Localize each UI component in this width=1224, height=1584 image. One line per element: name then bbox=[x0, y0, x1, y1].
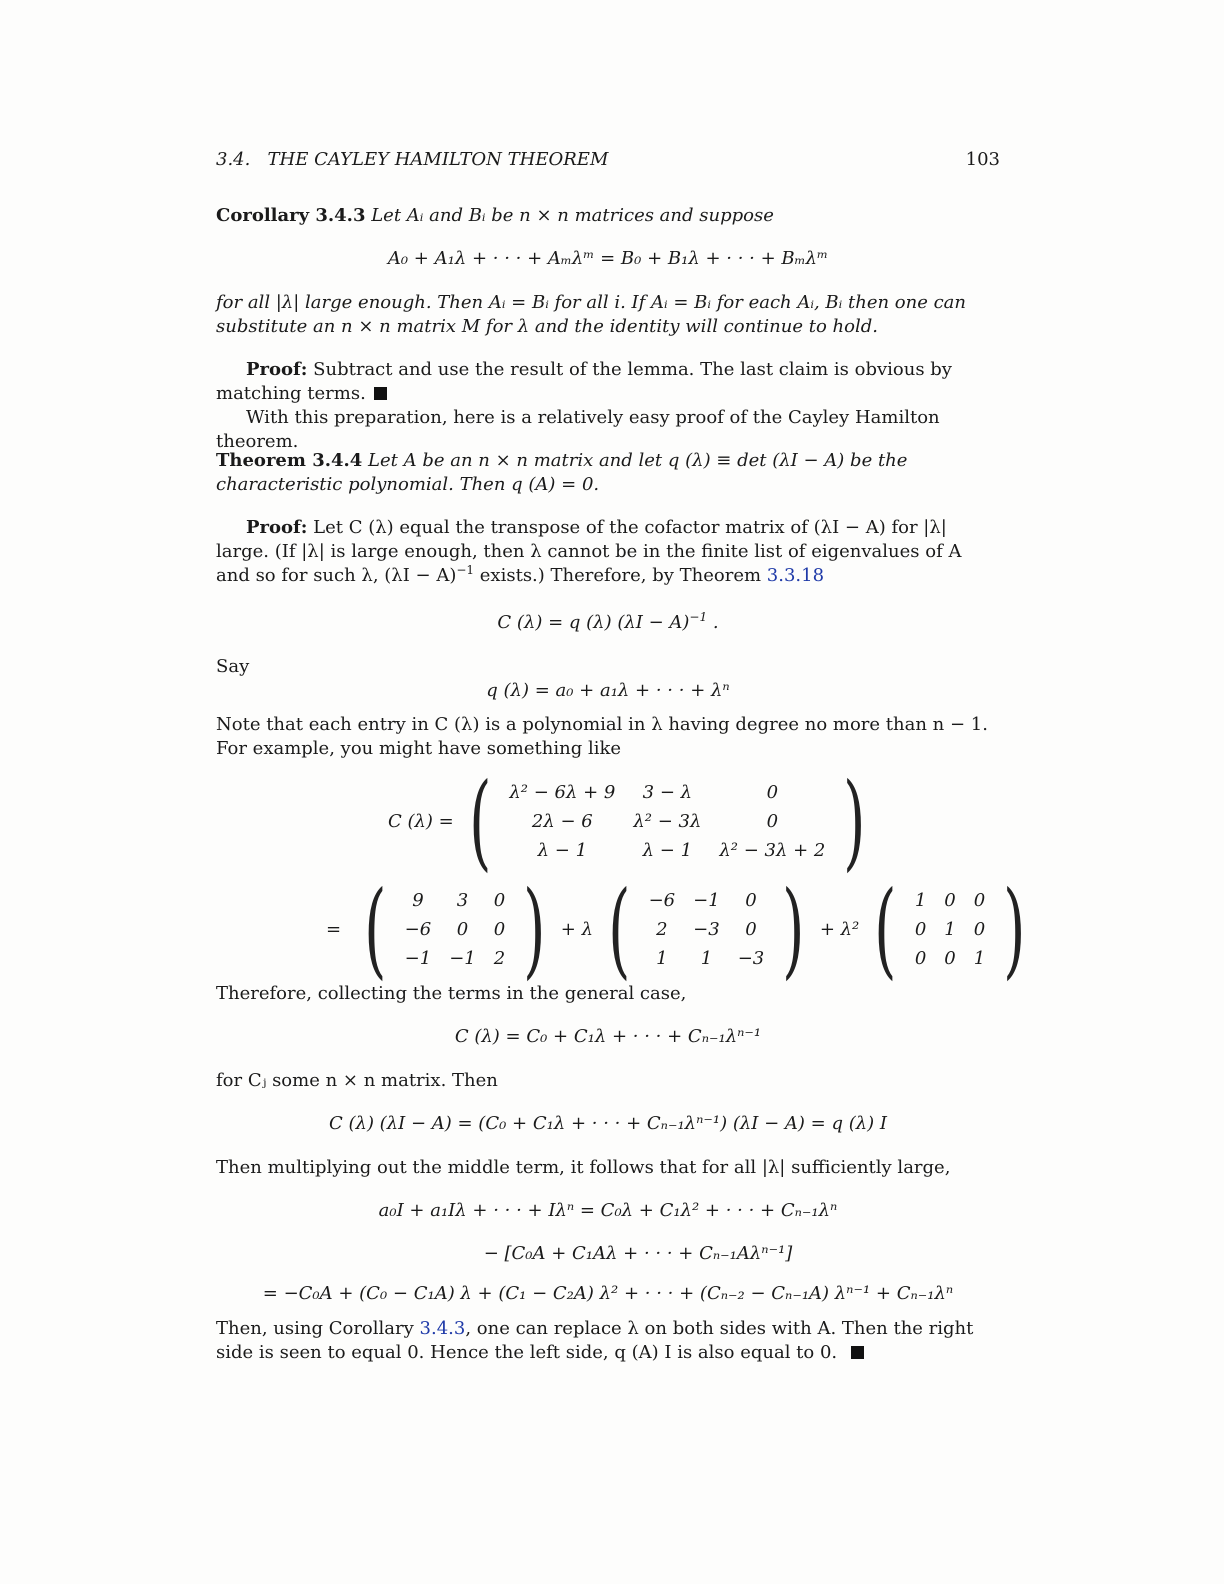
matrix-cell: 0 bbox=[914, 947, 927, 969]
corollary-label: Corollary 3.4.3 bbox=[216, 205, 366, 226]
matrix-cell: 0 bbox=[493, 889, 506, 911]
matrix-cell: 0 bbox=[914, 918, 927, 940]
equation-q-lambda: q (λ) = a₀ + a₁λ + · · · + λⁿ bbox=[486, 680, 730, 701]
page-number: 103 bbox=[965, 149, 1000, 170]
matrix-cell: −1 bbox=[404, 947, 432, 969]
matrix-cell: 0 bbox=[745, 918, 757, 940]
theorem-ref-link[interactable]: 3.3.18 bbox=[766, 565, 825, 586]
preparation-text: With this preparation, here is a relatively easy proof of the Cayley Hamilton theorem. bbox=[216, 407, 940, 452]
proof-two bbox=[216, 516, 1000, 588]
right-paren: ) bbox=[782, 868, 805, 990]
proof-two-text-b: exists.) Therefore, by Theorem bbox=[474, 565, 767, 586]
matrix-cell: 1 bbox=[656, 947, 668, 969]
matrix-cell: λ² − 6λ + 9 bbox=[509, 781, 616, 803]
running-header bbox=[216, 148, 1000, 172]
theorem-statement bbox=[216, 449, 1000, 497]
matrix-lhs: C (λ) = bbox=[388, 810, 454, 832]
equation-c-lambda: C (λ) = q (λ) $(\lambda I - A)^{-1}$ . bbox=[497, 610, 719, 633]
inverse-exponent: −1 bbox=[456, 563, 475, 577]
right-paren: ) bbox=[843, 760, 866, 882]
equation-expanded-line3: = −C₀A + (C₀ − C₁A) λ + (C₁ − C₂A) λ² + · · · + (Cₙ₋₂ − Cₙ₋₁A) λⁿ⁻¹ + Cₙ₋₁λⁿ bbox=[262, 1283, 954, 1304]
matrix-cell: 0 bbox=[973, 918, 986, 940]
plus-lambda: + λ bbox=[560, 918, 594, 940]
equation-product: C (λ) (λI − A) = (C₀ + C₁λ + · · · + Cₙ₋₁λⁿ⁻¹) (λI − A) = q (λ) I bbox=[329, 1113, 887, 1134]
matrix-cell: 9 bbox=[412, 889, 424, 911]
matrix-cell: 2 bbox=[493, 947, 506, 969]
section-title: 3.4. THE CAYLEY HAMILTON THEOREM bbox=[216, 149, 609, 170]
note-text: Note that each entry in C (λ) is a polynomial in λ having degree no more than n − 1. For example, you might have something like bbox=[216, 714, 988, 759]
matrix-cell: 0 bbox=[944, 889, 956, 911]
matrix-cell: −1 bbox=[693, 889, 720, 911]
matrix-cell: 0 bbox=[745, 889, 757, 911]
qed-mark bbox=[851, 1346, 864, 1359]
corollary-conclusion: for all |λ| large enough. Then Aᵢ = Bᵢ for all i. If Aᵢ = Bᵢ for each Aᵢ, Bᵢ then one can substitute an n × n matrix M for λ and the identity will continue to hold. bbox=[216, 292, 966, 337]
say-text: Say bbox=[216, 656, 250, 677]
proof-two-text: Let C (λ) equal the transpose of the cofactor matrix of (λI − A) for |λ| large. (If |λ| is large enough, then λ cannot be in the finite list of eigenvalues of A and so for such λ, (λI − A) bbox=[216, 517, 962, 586]
left-paren: ( bbox=[468, 760, 492, 882]
matrix-cell: −3 bbox=[737, 947, 765, 969]
for-cj-text: for Cⱼ some n × n matrix. Then bbox=[216, 1070, 498, 1091]
matrix-cell: 2λ − 6 bbox=[531, 810, 593, 832]
multiply-text: Then multiplying out the middle term, it follows that for all |λ| sufficiently large, bbox=[216, 1157, 951, 1178]
proof-one bbox=[216, 358, 1000, 406]
equals-sign: = bbox=[326, 918, 342, 940]
matrix-c-lambda-row bbox=[388, 760, 875, 882]
final-paragraph bbox=[216, 1317, 1000, 1365]
matrix-cell: 0 bbox=[456, 918, 469, 940]
matrix-c0 bbox=[396, 886, 515, 973]
left-paren: ( bbox=[608, 868, 631, 990]
theorem-label: Theorem 3.4.4 bbox=[216, 450, 363, 471]
matrix-cell: 1 bbox=[700, 947, 713, 969]
proof-one-label: Proof: bbox=[246, 359, 308, 380]
theorem-text: Let A be an n × n matrix and let q (λ) ≡ det (λI − A) be the characteristic polynomial. Then q (A) = 0. bbox=[216, 450, 908, 495]
matrix-cell: 1 bbox=[973, 947, 986, 969]
matrix-cell: λ² − 3λ bbox=[633, 810, 702, 832]
collect-text: Therefore, collecting the terms in the general case, bbox=[216, 983, 687, 1004]
final-text-a: Then, using Corollary bbox=[216, 1318, 420, 1339]
matrix-cell: λ² − 3λ + 2 bbox=[719, 839, 826, 861]
corollary-ref-link[interactable]: 3.4.3 bbox=[419, 1318, 466, 1339]
matrix-c1 bbox=[640, 886, 774, 973]
matrix-cell: 1 bbox=[944, 918, 956, 940]
matrix-cell: 0 bbox=[766, 781, 779, 803]
matrix-cell: 0 bbox=[944, 947, 956, 969]
matrix-cell: 0 bbox=[766, 810, 779, 832]
matrix-cell: λ − 1 bbox=[537, 839, 588, 861]
right-paren: ) bbox=[1003, 868, 1026, 990]
matrix-cell: −6 bbox=[648, 889, 676, 911]
matrix-cell: 3 − λ bbox=[642, 781, 693, 803]
matrix-cell: 2 bbox=[656, 918, 668, 940]
matrix-cell: −6 bbox=[404, 918, 432, 940]
matrix-expansion-row bbox=[326, 868, 1035, 990]
plus-lambda-squared: + λ² bbox=[819, 918, 860, 940]
left-paren: ( bbox=[364, 868, 387, 990]
equation-expanded-line2: − [C₀A + C₁Aλ + · · · + Cₙ₋₁Aλⁿ⁻¹] bbox=[483, 1243, 793, 1264]
matrix-cell: 0 bbox=[973, 889, 986, 911]
proof-one-text: Subtract and use the result of the lemma. The last claim is obvious by matching terms. bbox=[216, 359, 952, 404]
equation-c-lambda-exp: −1 bbox=[689, 610, 708, 624]
matrix-cell: −1 bbox=[449, 947, 476, 969]
matrix-cell: 3 bbox=[456, 889, 469, 911]
matrix-cell: 0 bbox=[493, 918, 506, 940]
proof-two-label: Proof: bbox=[246, 517, 308, 538]
right-paren: ) bbox=[523, 868, 546, 990]
corollary-intro: Let Aᵢ and Bᵢ be n × n matrices and suppose bbox=[371, 205, 774, 226]
equation-expanded-line1: a₀I + a₁Iλ + · · · + Iλⁿ = C₀λ + C₁λ² + · · · + Cₙ₋₁λⁿ bbox=[378, 1200, 838, 1221]
equation-c-expansion: C (λ) = C₀ + C₁λ + · · · + Cₙ₋₁λⁿ⁻¹ bbox=[454, 1026, 762, 1047]
matrix-cell: λ − 1 bbox=[642, 839, 693, 861]
qed-mark bbox=[374, 387, 387, 400]
matrix-cell: −3 bbox=[693, 918, 720, 940]
matrix-c-lambda bbox=[500, 778, 834, 865]
final-text-b: , one can replace λ on both sides with A. Then the right side is seen to equal 0. Hence the left side, q (A) I is also equal to 0. bbox=[216, 1318, 974, 1363]
left-paren: ( bbox=[874, 868, 897, 990]
matrix-identity bbox=[906, 886, 994, 973]
corollary-statement bbox=[216, 204, 1000, 228]
equation-c-lambda-text: C (λ) = q (λ) (λI − A) bbox=[497, 612, 690, 633]
matrix-cell: 1 bbox=[914, 889, 927, 911]
corollary-equation: A₀ + A₁λ + · · · + Aₘλᵐ = B₀ + B₁λ + · · · + Bₘλᵐ bbox=[387, 248, 829, 269]
